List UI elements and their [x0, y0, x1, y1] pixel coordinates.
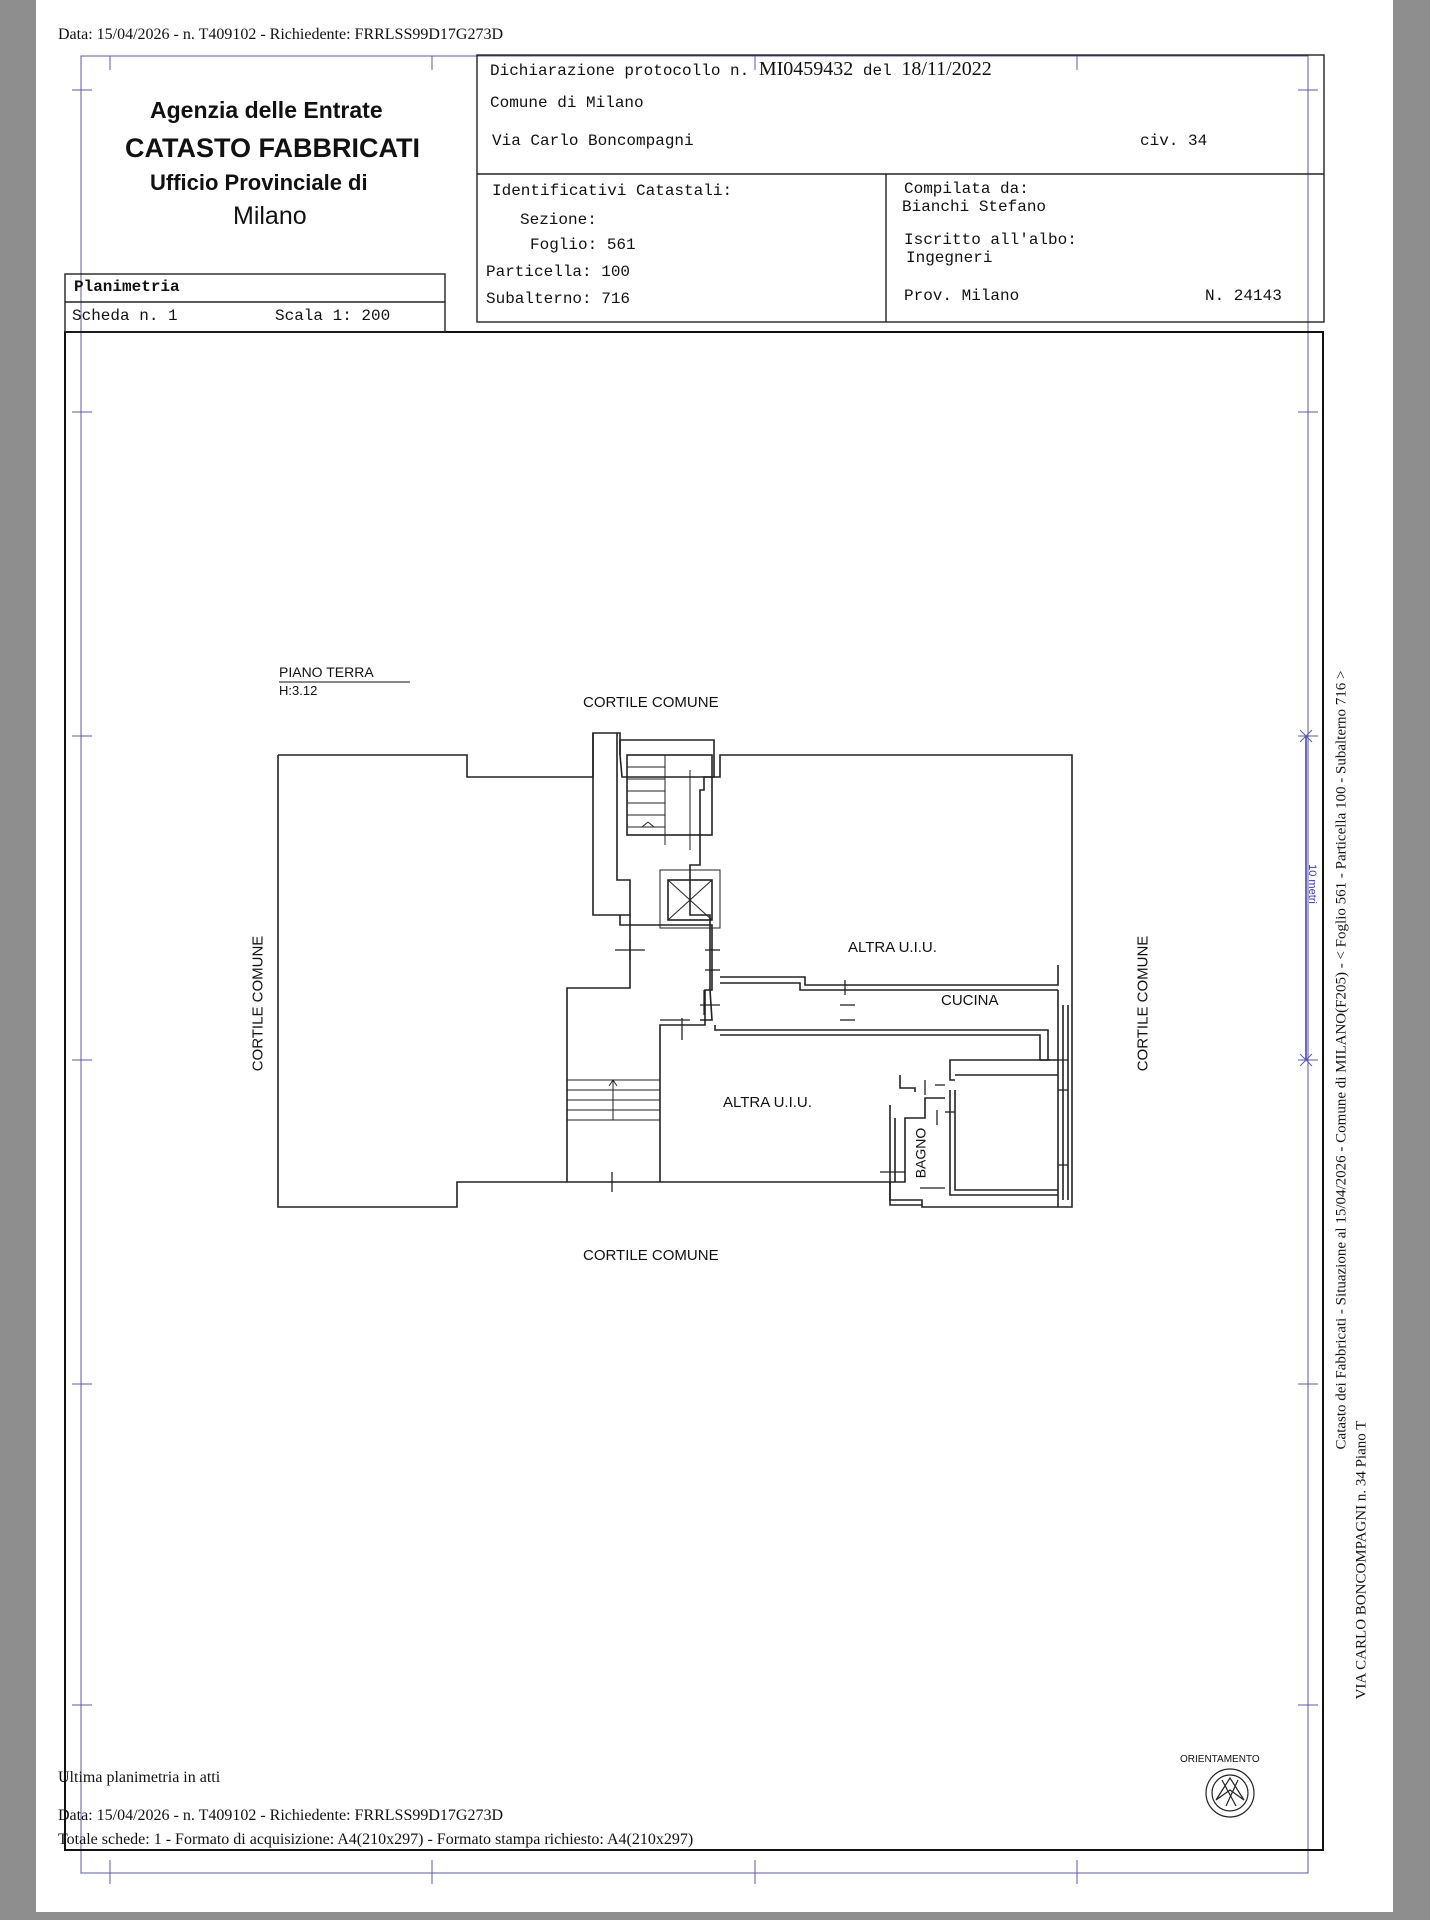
office-city: Milano	[233, 202, 307, 230]
civic-number: civ. 34	[1140, 132, 1208, 150]
compiler-label: Compilata da:	[904, 180, 1029, 198]
bagno-label: BAGNO	[912, 1127, 929, 1179]
cortile-top-label: CORTILE COMUNE	[583, 694, 719, 711]
protocol-del: del	[862, 62, 892, 80]
side-situation-text: Catasto dei Fabbricati - Situazione al 15/04/2026 - Comune di MILANO(F205) - < Foglio 561 - Particella 100 - Subalterno 716 >	[1333, 670, 1350, 1450]
scheda-number: Scheda n. 1	[72, 307, 178, 325]
sezione-field: Sezione:	[520, 211, 597, 229]
protocol-number: MI0459432	[758, 58, 854, 80]
catasto-title: CATASTO FABBRICATI	[125, 133, 420, 163]
floor-height: H:3.12	[279, 683, 318, 698]
orientation-symbol	[1206, 1769, 1254, 1817]
albo-value: Ingegneri	[906, 249, 993, 267]
subalterno-field: Subalterno: 716	[486, 290, 631, 308]
compiler-name: Bianchi Stefano	[902, 198, 1047, 216]
cortile-bottom-label: CORTILE COMUNE	[583, 1247, 719, 1264]
cortile-right-label: CORTILE COMUNE	[1134, 935, 1152, 1072]
province-label: Prov. Milano	[904, 287, 1020, 305]
altra-uiu-upper: ALTRA U.I.U.	[848, 939, 937, 956]
comune-label: Comune di Milano	[490, 94, 644, 112]
scale-label: Scala 1: 200	[275, 307, 391, 325]
floor-label: PIANO TERRA	[279, 664, 374, 680]
floor-plan	[278, 733, 1072, 1207]
protocol-line	[490, 58, 992, 81]
plan-frame	[65, 332, 1323, 1850]
last-plan-note: Ultima planimetria in atti	[58, 1769, 221, 1786]
particella-field: Particella: 100	[486, 263, 631, 281]
identifiers-title: Identificativi Catastali:	[492, 182, 733, 200]
street-address: Via Carlo Boncompagni	[492, 132, 694, 150]
planimetria-title: Planimetria	[74, 278, 180, 296]
albo-label: Iscritto all'albo:	[904, 231, 1077, 249]
side-address-text: VIA CARLO BONCOMPAGNI n. 34 Piano T	[1353, 1420, 1370, 1700]
cucina-label: CUCINA	[941, 992, 999, 1009]
agency-name: Agenzia delle Entrate	[150, 97, 383, 123]
footer-request-line: Data: 15/04/2026 - n. T409102 - Richiedente: FRRLSS99D17G273D	[58, 1807, 504, 1824]
top-request-line: Data: 15/04/2026 - n. T409102 - Richiedente: FRRLSS99D17G273D	[58, 26, 504, 43]
scale-bar-label: 10 metri	[1305, 864, 1318, 904]
altra-uiu-lower: ALTRA U.I.U.	[723, 1094, 812, 1111]
protocol-date: 18/11/2022	[901, 58, 992, 80]
protocol-label: Dichiarazione protocollo n.	[490, 62, 750, 80]
foglio-field: Foglio: 561	[530, 236, 636, 254]
office-label: Ufficio Provinciale di	[150, 170, 368, 195]
footer-format-line: Totale schede: 1 - Formato di acquisizione: A4(210x297) - Formato stampa richiesto: A4(210x297)	[58, 1831, 694, 1848]
registration-number: N. 24143	[1205, 287, 1282, 305]
cortile-left-label: CORTILE COMUNE	[249, 935, 267, 1072]
orientation-label: ORIENTAMENTO	[1180, 1754, 1260, 1765]
